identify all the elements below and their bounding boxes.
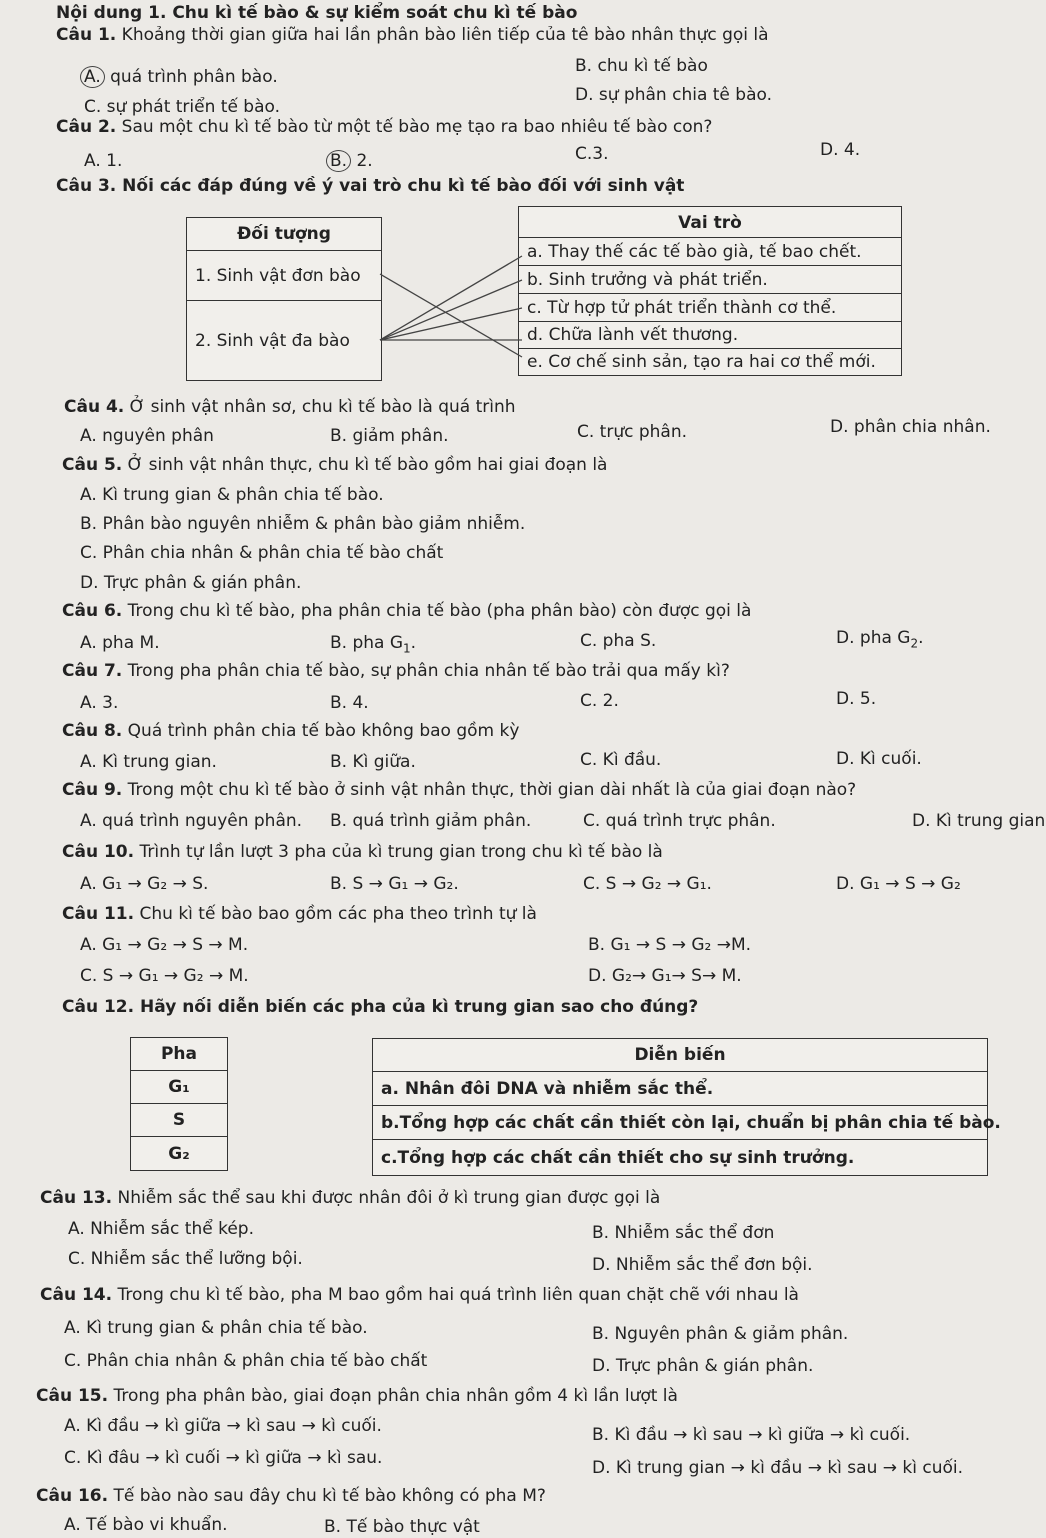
q10-option-d: D. G₁ → S → G₂ (836, 874, 961, 894)
question-2: Câu 2. Sau một chu kì tế bào từ một tế bào mẹ tạo ra bao nhiêu tế bào con? (56, 117, 713, 137)
question-6: Câu 6. Trong chu kì tế bào, pha phân chia tế bào (pha phân bào) còn được gọi là (62, 601, 752, 621)
q14-option-d: D. Trực phân & gián phân. (592, 1356, 814, 1376)
q11-option-b: B. G₁ → S → G₂ →M. (588, 935, 752, 955)
q11-option-c: C. S → G₁ → G₂ → M. (80, 966, 249, 986)
question-5: Câu 5. Ở sinh vật nhân thực, chu kì tế bào gồm hai giai đoạn là (62, 455, 608, 475)
q9-option-a: A. quá trình nguyên phân. (80, 811, 303, 831)
q8-option-a: A. Kì trung gian. (80, 752, 217, 772)
q3-left-row-2: 2. Sinh vật đa bào (187, 300, 381, 381)
q2-option-d: D. 4. (820, 140, 861, 160)
q12-right-row-c: c.Tổng hợp các chất cần thiết cho sự sinh trưởng. (373, 1139, 987, 1176)
question-15: Câu 15. Trong pha phân bào, giai đoạn phân chia nhân gồm 4 kì lần lượt là (36, 1386, 678, 1406)
q14-option-c: C. Phân chia nhân & phân chia tế bào chất (64, 1351, 428, 1371)
question-14: Câu 14. Trong chu kì tế bào, pha M bao gồm hai quá trình liên quan chặt chẽ với nhau là (40, 1285, 799, 1305)
q12-right-row-b: b.Tổng hợp các chất cần thiết còn lại, chuẩn bị phân chia tế bào. (373, 1105, 987, 1140)
q6-option-d: D. pha $G_2$. (836, 628, 924, 651)
q1-option-b: B. chu kì tế bào (575, 56, 708, 76)
q3-right-header: Vai trò (678, 213, 742, 233)
q1-option-c: C. sự phát triển tế bào. (84, 97, 281, 117)
q9-option-b: B. quá trình giảm phân. (330, 811, 532, 831)
q11-option-a: A. G₁ → G₂ → S → M. (80, 935, 249, 955)
q14-option-a: A. Kì trung gian & phân chia tế bào. (64, 1318, 368, 1338)
question-3: Câu 3. Nối các đáp đúng về ý vai trò chu kì tế bào đối với sinh vật (56, 176, 685, 196)
q3-line-2-c (380, 308, 522, 340)
q12-left-header: Pha (160, 1044, 198, 1064)
q5-option-a: A. Kì trung gian & phân chia tế bào. (80, 485, 384, 505)
q8-option-d: D. Kì cuối. (836, 749, 922, 769)
question-9: Câu 9. Trong một chu kì tế bào ở sinh vật nhân thực, thời gian dài nhất là của giai đoạn nào? (62, 780, 857, 800)
question-4: Câu 4. Ở sinh vật nhân sơ, chu kì tế bào là quá trình (64, 397, 516, 417)
q10-option-c: C. S → G₂ → G₁. (583, 874, 712, 894)
q2-option-c: C.3. (575, 144, 609, 164)
q3-left-row-1: 1. Sinh vật đơn bào (187, 250, 381, 301)
q7-option-d: D. 5. (836, 689, 877, 709)
q15-option-b: B. Kì đầu → kì sau → kì giữa → kì cuối. (592, 1425, 911, 1445)
q12-left-table (130, 1037, 228, 1171)
q1-option-a: A. quá trình phân bào. (84, 66, 278, 88)
q15-option-d: D. Kì trung gian → kì đầu → kì sau → kì cuối. (592, 1458, 964, 1478)
q3-right-row-b: b. Sinh trưởng và phát triển. (519, 265, 901, 294)
q10-option-b: B. S → G₁ → G₂. (330, 874, 459, 894)
q5-option-d: D. Trực phân & gián phân. (80, 573, 302, 593)
question-13: Câu 13. Nhiễm sắc thể sau khi được nhân đôi ở kì trung gian được gọi là (40, 1188, 661, 1208)
q13-option-b: B. Nhiễm sắc thể đơn (592, 1223, 775, 1243)
q4-option-b: B. giảm phân. (330, 426, 449, 446)
q6-option-c: C. pha S. (580, 631, 657, 651)
q4-option-c: C. trực phân. (577, 422, 688, 442)
q16-option-b: B. Tế bào thực vật (324, 1517, 480, 1537)
q3-right-row-e: e. Cơ chế sinh sản, tạo ra hai cơ thể mới. (519, 348, 901, 376)
q12-right-table (372, 1038, 1001, 1176)
q3-line-2-a (380, 256, 522, 340)
q14-option-b: B. Nguyên phân & giảm phân. (592, 1324, 849, 1344)
q11-option-d: D. G₂→ G₁→ S→ M. (588, 966, 742, 986)
q12-left-row-g2: G₂ (131, 1136, 227, 1171)
q9-option-d: D. Kì trung gian (912, 811, 1046, 831)
q3-line-1-e (380, 274, 522, 357)
question-12: Câu 12. Hãy nối diễn biến các pha của kì trung gian sao cho đúng? (62, 997, 699, 1017)
q13-option-c: C. Nhiễm sắc thể lưỡng bội. (68, 1249, 303, 1269)
q15-option-c: C. Kì đâu → kì cuối → kì giữa → kì sau. (64, 1448, 383, 1468)
q13-option-a: A. Nhiễm sắc thể kép. (68, 1219, 254, 1239)
question-1: Câu 1. Khoảng thời gian giữa hai lần phân bào liên tiếp của tê bào nhân thực gọi là (56, 25, 769, 45)
q2-option-b: B. 2. (330, 150, 373, 172)
q3-left-header: Đối tượng (237, 224, 331, 244)
q3-right-row-c: c. Từ hợp tử phát triển thành cơ thể. (519, 293, 901, 322)
q13-option-d: D. Nhiễm sắc thể đơn bội. (592, 1255, 813, 1275)
question-8: Câu 8. Quá trình phân chia tế bào không bao gồm kỳ (62, 721, 520, 741)
q12-left-row-s: S (131, 1103, 227, 1137)
q8-option-c: C. Kì đầu. (580, 750, 662, 770)
question-11: Câu 11. Chu kì tế bào bao gồm các pha theo trình tự là (62, 904, 537, 924)
q1-option-d: D. sự phân chia tê bào. (575, 85, 773, 105)
q6-option-b: B. pha $G_1$. (330, 633, 417, 656)
q16-option-a: A. Tế bào vi khuẩn. (64, 1515, 228, 1535)
q15-option-a: A. Kì đầu → kì giữa → kì sau → kì cuối. (64, 1416, 382, 1436)
q6-option-a: A. pha M. (80, 633, 160, 653)
q5-option-c: C. Phân chia nhân & phân chia tế bào chất (80, 543, 444, 563)
q9-option-c: C. quá trình trực phân. (583, 811, 776, 831)
q4-option-a: A. nguyên phân (80, 426, 214, 446)
q7-option-a: A. 3. (80, 693, 119, 713)
q4-option-d: D. phân chia nhân. (830, 417, 991, 437)
q8-option-b: B. Kì giữa. (330, 752, 416, 772)
q7-option-c: C. 2. (580, 691, 619, 711)
q2-option-a: A. 1. (84, 151, 123, 171)
q12-right-header: Diễn biến (634, 1045, 726, 1065)
q7-option-b: B. 4. (330, 693, 369, 713)
q10-option-a: A. G₁ → G₂ → S. (80, 874, 209, 894)
q12-right-row-a: a. Nhân đôi DNA và nhiễm sắc thể. (373, 1071, 987, 1106)
q12-left-row-g1: G₁ (131, 1070, 227, 1104)
section-title: Nội dung 1. Chu kì tế bào & sự kiểm soát chu kì tế bào (56, 3, 578, 23)
question-7: Câu 7. Trong pha phân chia tế bào, sự phân chia nhân tế bào trải qua mấy kì? (62, 661, 730, 681)
question-10: Câu 10. Trình tự lần lượt 3 pha của kì trung gian trong chu kì tế bào là (62, 842, 663, 862)
question-16: Câu 16. Tế bào nào sau đây chu kì tế bào không có pha M? (36, 1486, 546, 1506)
q3-right-row-d: d. Chữa lành vết thương. (519, 321, 901, 349)
q5-option-b: B. Phân bào nguyên nhiễm & phân bào giảm nhiễm. (80, 514, 526, 534)
q3-right-row-a: a. Thay thế các tế bào già, tế bao chết. (519, 237, 901, 266)
q3-line-2-b (380, 280, 522, 340)
